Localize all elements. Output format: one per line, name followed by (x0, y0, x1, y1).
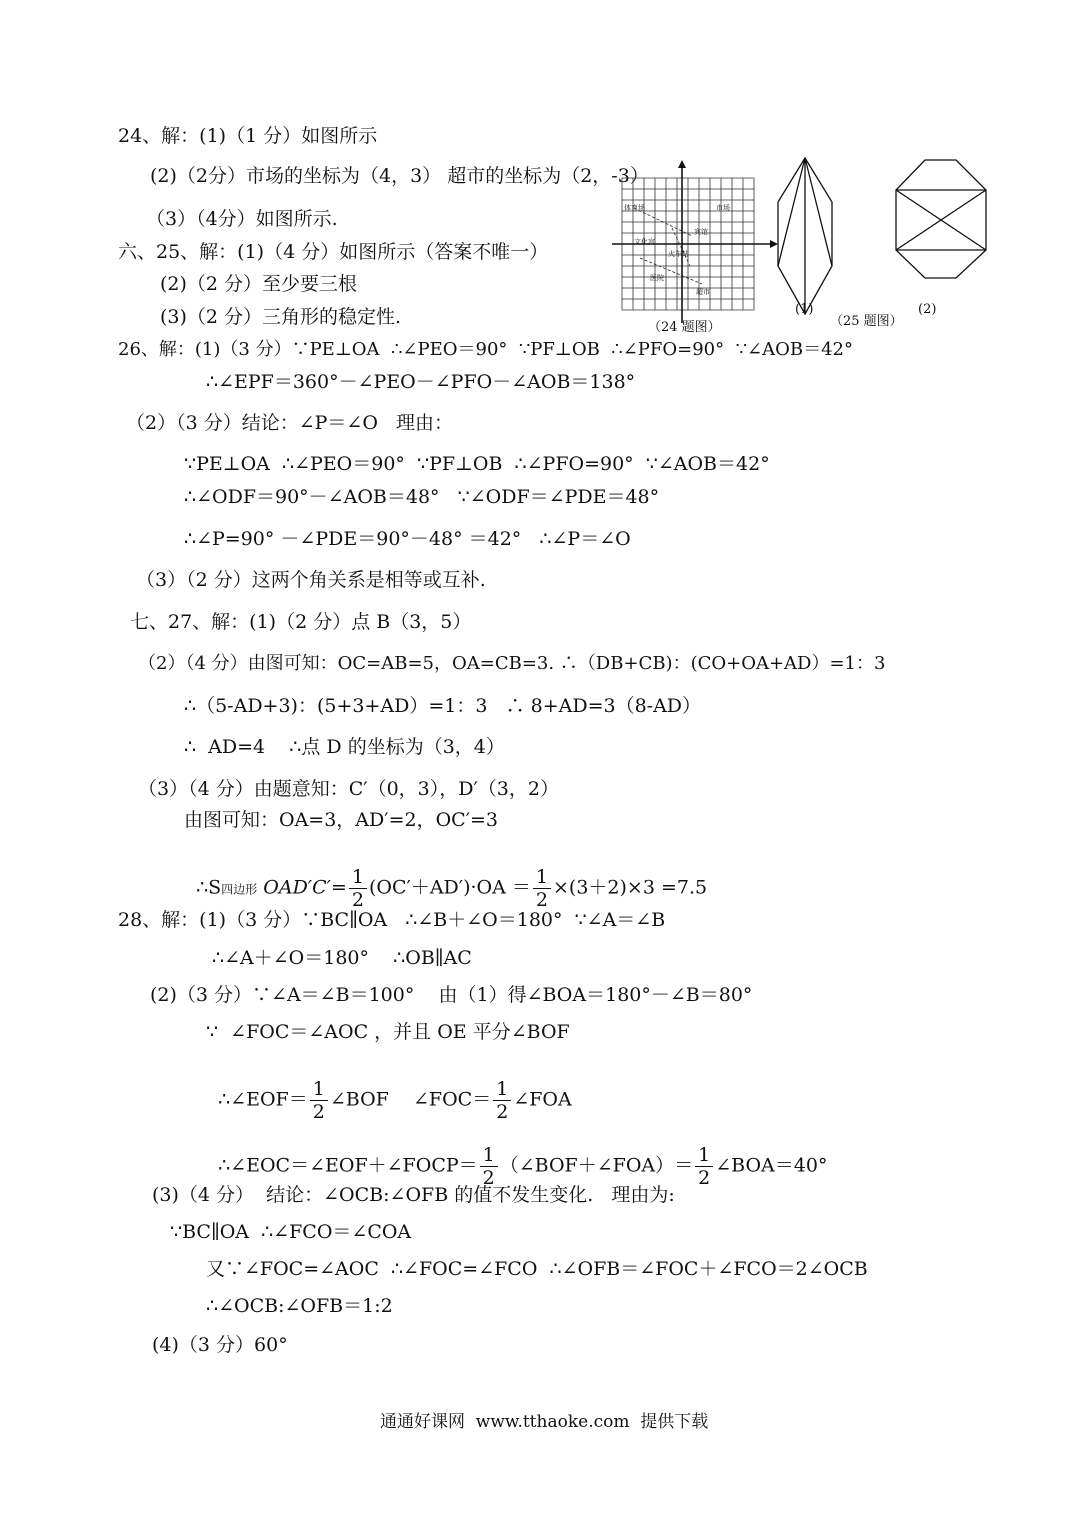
q25-line2: (2)（2 分）至少要三根 (160, 273, 358, 295)
q28-line4: ∵ ∠FOC＝∠AOC ，并且 OE 平分∠BOF (206, 1021, 570, 1043)
q27-area-formula (184, 842, 707, 911)
q28-foa-text: ∠FOA (513, 1088, 572, 1111)
q28-line8: ∵BC∥OA ∴∠FCO＝∠COA (170, 1221, 412, 1243)
q25-line1: 六、25、解：(1)（4 分）如图所示（答案不唯一） (118, 241, 549, 263)
figure-25-caption: （25 题图） (830, 314, 903, 329)
q28-fraction-half-3: $\frac{1}{2}$ (480, 1144, 498, 1189)
q27-fraction-half-2: $\frac{1}{2}$ (533, 866, 551, 911)
q26-line6: ∴∠P=90° －∠PDE＝90°－48° ＝42° ∴∠P＝∠O (184, 528, 631, 550)
fig24-label-station: 火车站 (668, 250, 689, 258)
q28-eoc-rhs: ∠BOA＝40° (715, 1154, 828, 1177)
fig24-label-supermarket: 超市 (696, 288, 710, 296)
q27-area-expr-1: (OC′＋AD′)·OA ＝ (368, 876, 531, 899)
q27-area-expr-2: ×(3＋2)×3 =7.5 (552, 876, 708, 899)
fig24-label-stadium: 体育场 (624, 204, 645, 212)
q28-line10: ∴∠OCB:∠OFB＝1:2 (206, 1295, 393, 1317)
q28-fraction-half-4: $\frac{1}{2}$ (695, 1144, 713, 1189)
q25-line3: (3)（2 分）三角形的稳定性. (160, 306, 402, 328)
figure-24-grid-map (612, 158, 782, 338)
q27-fraction-half-1: $\frac{1}{2}$ (349, 866, 367, 911)
figure-25-label-1: (1) (795, 302, 814, 317)
q28-line9: 又∵∠FOC=∠AOC ∴∠FOC=∠FCO ∴∠OFB＝∠FOC＋∠FCO＝2∠OCB (206, 1258, 868, 1280)
q24-line1: 24、解：(1)（1 分）如图所示 (118, 125, 378, 147)
q26-line4: ∵PE⊥OA ∴∠PEO＝90° ∵PF⊥OB ∴∠PFO=90° ∵∠AOB＝42° (184, 453, 770, 475)
q28-eoc-lhs: ∴∠EOC＝∠EOF＋∠FOCP＝ (218, 1154, 478, 1177)
q27-line3: ∴（5-AD+3)：(5+3+AD）=1：3 ∴ 8+AD=3（8-AD） (184, 695, 702, 717)
q27-quadrilateral-name: OAD′C′ (263, 876, 331, 899)
q26-line2: ∴∠EPF＝360°－∠PEO－∠PFO－∠AOB＝138° (206, 371, 636, 393)
q28-fraction-half-1: $\frac{1}{2}$ (310, 1078, 328, 1123)
q28-eoc-mid: （∠BOF＋∠FOA）＝ (499, 1154, 694, 1177)
q24-line2: (2)（2分）市场的坐标为（4，3） 超市的坐标为（2，-3） (150, 165, 649, 187)
q27-line6: 由图可知：OA=3，AD′=2，OC′=3 (184, 809, 499, 831)
q28-bof-text: ∠BOF ∠FOC＝ (329, 1088, 492, 1111)
figure-25-hexagon-1 (770, 154, 840, 320)
page-footer: 通通好课网 www.tthaoke.com 提供下载 (380, 1412, 709, 1432)
q27-area-symbol: ∴S (196, 876, 222, 899)
fig24-label-hotel: 宾馆 (694, 228, 708, 236)
figure-24-caption: （24 题图） (648, 320, 721, 335)
q28-line3: (2)（3 分）∵∠A＝∠B＝100° 由（1）得∠BOA＝180°－∠B＝80° (150, 984, 753, 1006)
q27-line4: ∴ AD=4 ∴点 D 的坐标为（3，4） (184, 736, 505, 758)
q26-line1: 26、解：(1)（3 分）∵PE⊥OA ∴∠PEO＝90° ∵PF⊥OB ∴∠PFO=90° ∵∠AOB＝42° (118, 339, 853, 360)
q27-line5: （3）（4 分）由题意知：C′（0，3），D′（3，2） (138, 778, 559, 800)
q26-line5: ∴∠ODF＝90°－∠AOB＝48° ∵∠ODF＝∠PDE＝48° (184, 486, 660, 508)
q26-line3: （2）（3 分）结论：∠P＝∠O 理由： (126, 412, 454, 434)
q26-line7: （3）（2 分）这两个角关系是相等或互补. (136, 569, 486, 591)
figure-25-hexagon-2 (890, 154, 990, 284)
figure-25-label-2: (2) (918, 302, 937, 317)
q28-fraction-half-2: $\frac{1}{2}$ (493, 1078, 511, 1123)
fig24-label-hospital: 医院 (650, 274, 664, 282)
q28-line2: ∴∠A＋∠O＝180° ∴OB∥AC (212, 947, 472, 969)
q28-line7: (3)（4 分） 结论：∠OCB:∠OFB 的值不发生变化. 理由为: (152, 1184, 675, 1206)
q27-line1: 七、27、解：(1)（2 分）点 B（3，5） (130, 611, 472, 633)
q24-line3: （3）（4分）如图所示. (146, 208, 338, 230)
q28-line11: (4)（3 分）60° (152, 1334, 288, 1356)
q27-equals: = (330, 876, 347, 899)
q28-line6 (206, 1120, 827, 1189)
fig24-label-market: 市场 (716, 204, 730, 212)
q28-line5 (206, 1054, 572, 1123)
q27-line2: （2）（4 分）由图可知：OC=AB=5，OA=CB=3. ∴（DB+CB)：(CO+OA+AD）=1：3 (138, 653, 886, 674)
q28-line1: 28、解：(1)（3 分）∵BC∥OA ∴∠B＋∠O＝180° ∵∠A＝∠B (118, 909, 666, 931)
q27-quadrilateral-subscript: 四边形 (221, 882, 258, 897)
q28-eof-lhs: ∴∠EOF＝ (218, 1088, 308, 1111)
fig24-label-culture-palace: 文化宫 (634, 238, 655, 246)
